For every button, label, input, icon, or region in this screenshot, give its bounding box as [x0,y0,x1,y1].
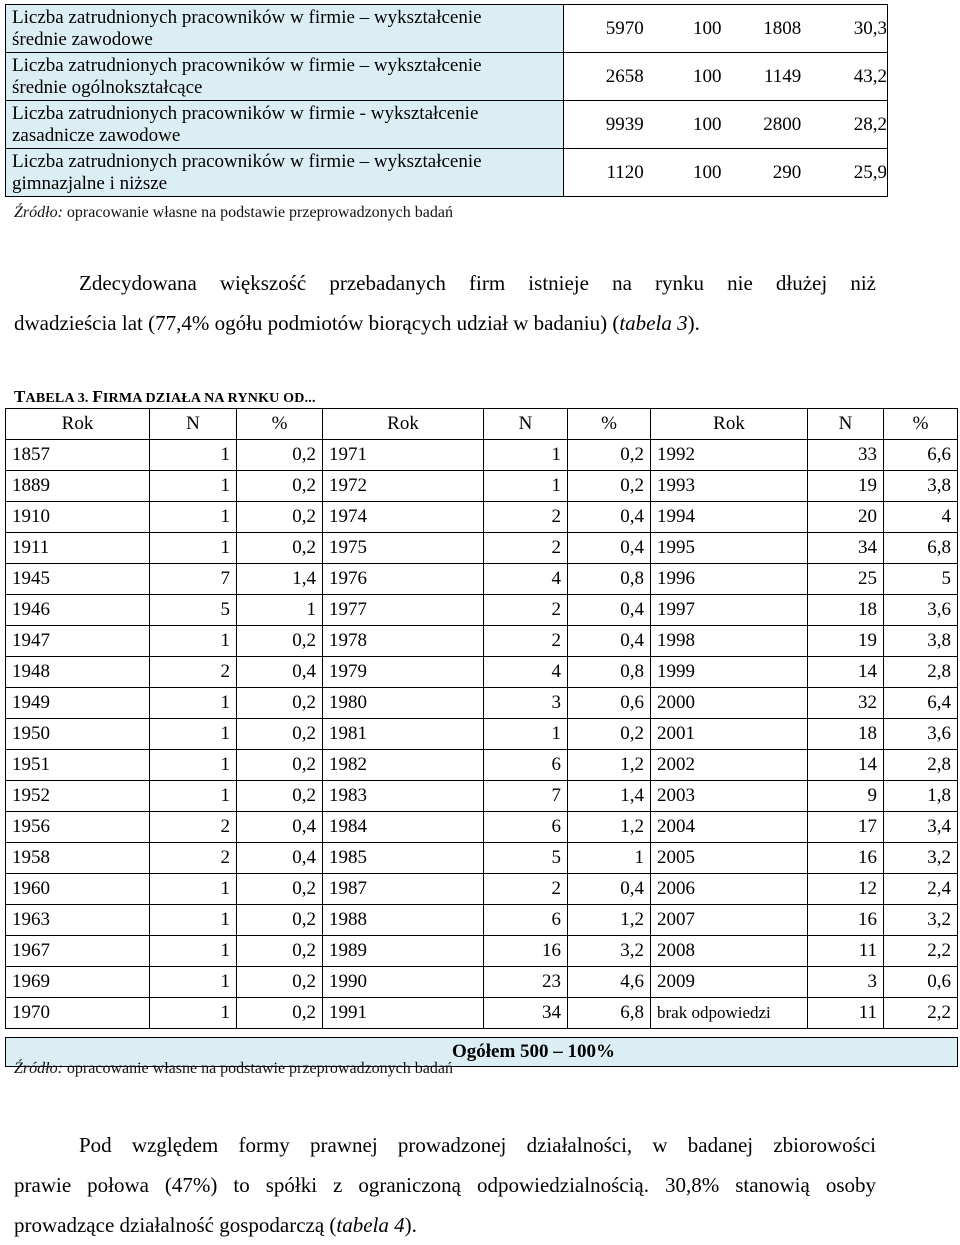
percent-cell: 0,2 [237,533,323,564]
value-cell: 28,2 [853,113,887,135]
year-cell: 1988 [323,905,484,936]
paragraph-firm-age [14,263,876,343]
value-cell: 290 [772,161,802,183]
year-cell: 1960 [6,874,150,905]
percent-cell: 1 [237,595,323,626]
education-values [564,101,888,149]
count-cell: 1 [150,471,237,502]
paragraph-text: dwadzieścia lat (77,4% ogółu podmiotów biorących udział w badaniu) ( [14,311,620,335]
paragraph-line: Zdecydowana większość przebadanych firm istnieje na rynku nie dłużej niż [79,271,876,295]
percent-cell: 0,2 [237,905,323,936]
year-cell: brak odpowiedzi [651,998,808,1029]
paragraph-line [14,303,876,343]
count-cell: 3 [808,967,884,998]
count-cell: 6 [484,905,568,936]
source-note-top [14,204,453,222]
year-cell: 1947 [6,626,150,657]
value-cell: 5970 [605,17,644,39]
paragraph-line: prawie połowa (47%) to spółki z ograniczoną odpowiedzialnością. 30,8% stanowią osoby [14,1173,876,1197]
count-cell: 12 [808,874,884,905]
year-cell: 1972 [323,471,484,502]
percent-cell: 0,2 [237,719,323,750]
education-table [5,4,888,197]
percent-cell: 6,4 [884,688,958,719]
count-cell: 2 [150,812,237,843]
table-row [6,533,958,564]
year-cell: 1989 [323,936,484,967]
column-header: N [484,409,568,440]
percent-cell: 0,4 [568,533,651,564]
caption-initial: T [14,387,26,406]
year-cell: 1967 [6,936,150,967]
percent-cell: 0,2 [237,967,323,998]
year-cell: 1999 [651,657,808,688]
table-caption [14,387,316,407]
count-cell: 3 [484,688,568,719]
count-cell: 1 [150,502,237,533]
percent-cell: 3,2 [884,843,958,874]
count-cell: 1 [150,688,237,719]
percent-cell: 0,2 [237,936,323,967]
count-cell: 18 [808,719,884,750]
count-cell: 2 [484,874,568,905]
year-cell: 2000 [651,688,808,719]
education-values [564,5,888,53]
percent-cell: 0,2 [237,998,323,1029]
column-header: % [568,409,651,440]
count-cell: 2 [484,533,568,564]
count-cell: 17 [808,812,884,843]
percent-cell: 1,8 [884,781,958,812]
year-cell: 1889 [6,471,150,502]
count-cell: 33 [808,440,884,471]
year-cell: 1949 [6,688,150,719]
table-row [6,874,958,905]
count-cell: 9 [808,781,884,812]
column-header: N [150,409,237,440]
count-cell: 16 [808,905,884,936]
count-cell: 2 [150,843,237,874]
table-row [6,564,958,595]
percent-cell: 4 [884,502,958,533]
value-cell: 2800 [763,113,802,135]
paragraph-line: Pod względem formy prawnej prowadzonej działalności, w badanej zbiorowości [79,1133,876,1157]
count-cell: 2 [484,502,568,533]
year-cell: 1945 [6,564,150,595]
count-cell: 16 [484,936,568,967]
count-cell: 1 [484,440,568,471]
value-cell: 1149 [763,65,802,87]
count-cell: 25 [808,564,884,595]
label-line: Liczba zatrudnionych pracowników w firmie – wykształcenie [12,151,482,172]
percent-cell: 0,4 [568,626,651,657]
year-cell: 1994 [651,502,808,533]
percent-cell: 3,2 [884,905,958,936]
count-cell: 1 [484,719,568,750]
count-cell: 5 [484,843,568,874]
education-row [6,149,888,197]
count-cell: 34 [808,533,884,564]
label-line: średnie ogólnokształcące [12,77,203,98]
row-spacer [6,1029,958,1038]
education-row [6,101,888,149]
table-row [6,781,958,812]
count-cell: 4 [484,564,568,595]
table-row [6,626,958,657]
year-cell: 1948 [6,657,150,688]
value-cell: 100 [693,17,722,39]
year-cell: 1992 [651,440,808,471]
value-cell: 9939 [605,113,644,135]
count-cell: 2 [484,626,568,657]
count-cell: 1 [150,781,237,812]
column-header: Rok [323,409,484,440]
count-cell: 4 [484,657,568,688]
table-row [6,812,958,843]
year-cell: 1993 [651,471,808,502]
label-line: zasadnicze zawodowe [12,125,181,146]
year-cell: 2004 [651,812,808,843]
column-header: Rok [651,409,808,440]
year-cell: 2002 [651,750,808,781]
count-cell: 11 [808,998,884,1029]
column-header: Rok [6,409,150,440]
label-line: Liczba zatrudnionych pracowników w firmie - wykształcenie [12,103,479,124]
table-row [6,936,958,967]
count-cell: 1 [484,471,568,502]
caption-text: IRMA DZIAŁA NA RYNKU OD... [102,391,316,406]
source-text: opracowanie własne na podstawie przeprowadzonych badań [66,1060,453,1077]
year-cell: 1952 [6,781,150,812]
percent-cell: 0,8 [568,657,651,688]
year-cell: 1956 [6,812,150,843]
education-row [6,5,888,53]
percent-cell: 0,2 [237,688,323,719]
education-label [6,53,564,101]
percent-cell: 0,2 [237,626,323,657]
value-cell: 100 [693,161,722,183]
percent-cell: 6,8 [884,533,958,564]
education-label [6,101,564,149]
table-row [6,471,958,502]
percent-cell: 0,2 [237,750,323,781]
year-cell: 1974 [323,502,484,533]
year-cell: 1946 [6,595,150,626]
year-cell: 1995 [651,533,808,564]
year-cell: 2003 [651,781,808,812]
table-row [6,502,958,533]
year-cell: 1982 [323,750,484,781]
paragraph-text: ). [404,1213,417,1237]
percent-cell: 1,2 [568,812,651,843]
label-line: Liczba zatrudnionych pracowników w firmie – wykształcenie [12,7,482,28]
percent-cell: 2,2 [884,936,958,967]
percent-cell: 6,8 [568,998,651,1029]
label-line: gimnazjalne i niższe [12,173,168,194]
year-cell: 1950 [6,719,150,750]
year-cell: 1984 [323,812,484,843]
total-cell: Ogółem 500 – 100% [6,1038,958,1067]
year-cell: 1857 [6,440,150,471]
count-cell: 1 [150,440,237,471]
table-row [6,688,958,719]
paragraph-text: prowadzące działalność gospodarczą ( [14,1213,337,1237]
table-row [6,440,958,471]
year-cell: 1979 [323,657,484,688]
count-cell: 14 [808,657,884,688]
count-cell: 1 [150,533,237,564]
year-cell: 1969 [6,967,150,998]
percent-cell: 2,8 [884,750,958,781]
year-cell: 1975 [323,533,484,564]
count-cell: 6 [484,812,568,843]
year-cell: 1996 [651,564,808,595]
education-label [6,5,564,53]
percent-cell: 0,8 [568,564,651,595]
source-text: opracowanie własne na podstawie przeprowadzonych badań [66,204,453,221]
year-cell: 1910 [6,502,150,533]
percent-cell: 3,8 [884,471,958,502]
year-cell: 2001 [651,719,808,750]
year-cell: 2006 [651,874,808,905]
count-cell: 5 [150,595,237,626]
percent-cell: 1 [568,843,651,874]
count-cell: 2 [150,657,237,688]
education-values [564,149,888,197]
count-cell: 11 [808,936,884,967]
table-row [6,843,958,874]
count-cell: 2 [484,595,568,626]
percent-cell: 0,4 [237,812,323,843]
count-cell: 1 [150,626,237,657]
table-row [6,750,958,781]
header-row [6,409,958,440]
year-cell: 2005 [651,843,808,874]
source-note-bottom [14,1060,453,1078]
count-cell: 19 [808,626,884,657]
percent-cell: 1,2 [568,905,651,936]
source-label: Źródło: [14,1060,63,1077]
count-cell: 1 [150,936,237,967]
table-row [6,657,958,688]
column-header: N [808,409,884,440]
percent-cell: 3,6 [884,719,958,750]
table-row [6,905,958,936]
year-cell: 2009 [651,967,808,998]
percent-cell: 3,6 [884,595,958,626]
count-cell: 34 [484,998,568,1029]
year-cell: 1971 [323,440,484,471]
percent-cell: 0,4 [568,502,651,533]
table-row [6,967,958,998]
year-cell: 1963 [6,905,150,936]
count-cell: 1 [150,967,237,998]
percent-cell: 2,4 [884,874,958,905]
count-cell: 1 [150,998,237,1029]
count-cell: 7 [484,781,568,812]
percent-cell: 0,2 [568,471,651,502]
percent-cell: 1,2 [568,750,651,781]
count-cell: 1 [150,874,237,905]
spacer-cell [6,1029,958,1038]
column-header: % [884,409,958,440]
count-cell: 19 [808,471,884,502]
percent-cell: 2,2 [884,998,958,1029]
value-cell: 1808 [763,17,802,39]
count-cell: 23 [484,967,568,998]
value-cell: 100 [693,113,722,135]
percent-cell: 0,2 [237,471,323,502]
percent-cell: 0,6 [884,967,958,998]
year-cell: 1997 [651,595,808,626]
percent-cell: 0,2 [237,440,323,471]
count-cell: 14 [808,750,884,781]
year-cell: 1998 [651,626,808,657]
year-cell: 1977 [323,595,484,626]
year-cell: 1970 [6,998,150,1029]
year-cell: 1981 [323,719,484,750]
paragraph-legal-form [14,1125,876,1245]
year-cell: 1987 [323,874,484,905]
count-cell: 16 [808,843,884,874]
caption-text: ABELA 3. [25,391,93,406]
year-cell: 1951 [6,750,150,781]
caption-initial: F [92,387,103,406]
percent-cell: 0,4 [237,843,323,874]
year-cell: 1990 [323,967,484,998]
year-cell: 1991 [323,998,484,1029]
value-cell: 2658 [605,65,644,87]
label-line: średnie zawodowe [12,29,153,50]
percent-cell: 2,8 [884,657,958,688]
percent-cell: 0,2 [568,719,651,750]
value-cell: 1120 [606,161,644,183]
percent-cell: 4,6 [568,967,651,998]
value-cell: 25,9 [853,161,887,183]
percent-cell: 0,6 [568,688,651,719]
count-cell: 1 [150,719,237,750]
count-cell: 7 [150,564,237,595]
table-row [6,998,958,1029]
year-cell: 1976 [323,564,484,595]
value-cell: 100 [693,65,722,87]
percent-cell: 0,2 [237,502,323,533]
value-cell: 43,2 [853,65,887,87]
label-line: Liczba zatrudnionych pracowników w firmie – wykształcenie [12,55,482,76]
count-cell: 20 [808,502,884,533]
value-cell: 30,3 [853,17,887,39]
percent-cell: 3,4 [884,812,958,843]
count-cell: 1 [150,905,237,936]
table-reference: tabela 3 [619,311,688,335]
source-label: Źródło: [14,204,63,221]
firm-age-table [5,408,958,1067]
year-cell: 1911 [6,533,150,564]
percent-cell: 0,2 [237,874,323,905]
count-cell: 6 [484,750,568,781]
paragraph-text: ). [687,311,700,335]
table-row [6,595,958,626]
percent-cell: 1,4 [568,781,651,812]
year-cell: 1983 [323,781,484,812]
percent-cell: 3,2 [568,936,651,967]
percent-cell: 5 [884,564,958,595]
column-header: % [237,409,323,440]
table-reference: tabela 4 [336,1213,405,1237]
education-label [6,149,564,197]
year-cell: 2008 [651,936,808,967]
percent-cell: 6,6 [884,440,958,471]
percent-cell: 0,4 [237,657,323,688]
year-cell: 2007 [651,905,808,936]
paragraph-line [14,1205,876,1245]
count-cell: 18 [808,595,884,626]
percent-cell: 1,4 [237,564,323,595]
year-cell: 1985 [323,843,484,874]
year-cell: 1978 [323,626,484,657]
count-cell: 1 [150,750,237,781]
percent-cell: 0,4 [568,595,651,626]
percent-cell: 0,2 [237,781,323,812]
table-row [6,719,958,750]
percent-cell: 3,8 [884,626,958,657]
year-cell: 1958 [6,843,150,874]
percent-cell: 0,4 [568,874,651,905]
count-cell: 32 [808,688,884,719]
percent-cell: 0,2 [568,440,651,471]
education-row [6,53,888,101]
year-cell: 1980 [323,688,484,719]
education-values [564,53,888,101]
